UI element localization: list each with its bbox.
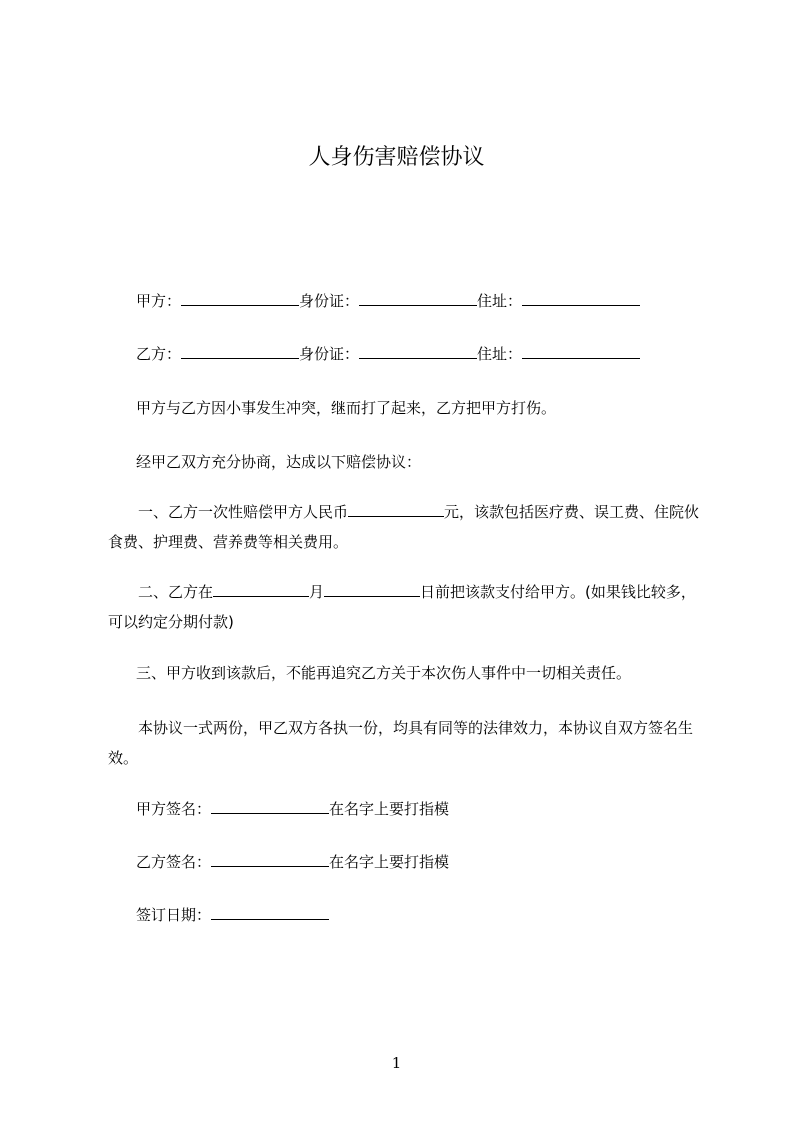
sign-b-note: 在名字上要打指模	[329, 853, 450, 871]
clause-1-prefix: 一、乙方一次性赔偿甲方人民币	[138, 503, 349, 521]
date-blank	[211, 904, 329, 920]
incident-paragraph: 甲方与乙方因小事发生冲突，继而打了起来，乙方把甲方打伤。	[136, 399, 557, 417]
agreement-paragraph: 本协议一式两份，甲乙双方各执一份，均具有同等的法律效力，本协议自双方签名生效。	[108, 719, 694, 767]
page-number: 1	[391, 1054, 402, 1072]
clause-1	[108, 497, 708, 557]
party-b-address-blank	[522, 343, 640, 359]
clause-3: 三、甲方收到该款后，不能再追究乙方关于本次伤人事件中一切相关责任。	[136, 664, 632, 682]
party-a-name-blank	[181, 290, 299, 306]
party-a-id-blank	[359, 290, 477, 306]
sign-b-label: 乙方签名：	[136, 853, 212, 871]
party-b-address-label: 住址：	[477, 345, 523, 363]
clause-1-amount-blank	[348, 501, 444, 517]
party-a-address-blank	[522, 290, 640, 306]
document-title: 人身伤害赔偿协议	[308, 145, 485, 170]
clause-1-suffix: 元，该款包括医疗费、误工费、住院伙食费、护理费、营养费等相关费用。	[108, 503, 700, 551]
party-a-id-label: 身份证：	[299, 292, 360, 310]
sign-a-note: 在名字上要打指模	[329, 800, 450, 818]
clause-2-month-blank	[213, 581, 309, 597]
party-a-line	[136, 290, 640, 311]
clause-2-month: 月	[309, 583, 325, 601]
party-b-id-label: 身份证：	[299, 345, 360, 363]
clause-2-prefix: 二、乙方在	[138, 583, 214, 601]
sign-b-line	[136, 851, 449, 872]
party-b-id-blank	[359, 343, 477, 359]
party-b-line	[136, 343, 640, 364]
party-b-label: 乙方：	[136, 345, 182, 363]
sign-a-line	[136, 798, 449, 819]
date-line	[136, 904, 329, 925]
sign-a-blank	[211, 798, 329, 814]
clause-2	[108, 577, 708, 637]
consensus-paragraph: 经甲乙双方充分协商，达成以下赔偿协议：	[136, 453, 422, 471]
clause-2-suffix: 日前把该款支付给甲方。(如果钱比较多，可以约定分期付款)	[108, 583, 696, 631]
party-a-label: 甲方：	[136, 292, 182, 310]
party-b-name-blank	[181, 343, 299, 359]
clause-2-day-blank	[324, 581, 420, 597]
sign-b-blank	[211, 851, 329, 867]
sign-a-label: 甲方签名：	[136, 800, 212, 818]
party-a-address-label: 住址：	[477, 292, 523, 310]
date-label: 签订日期：	[136, 906, 212, 924]
